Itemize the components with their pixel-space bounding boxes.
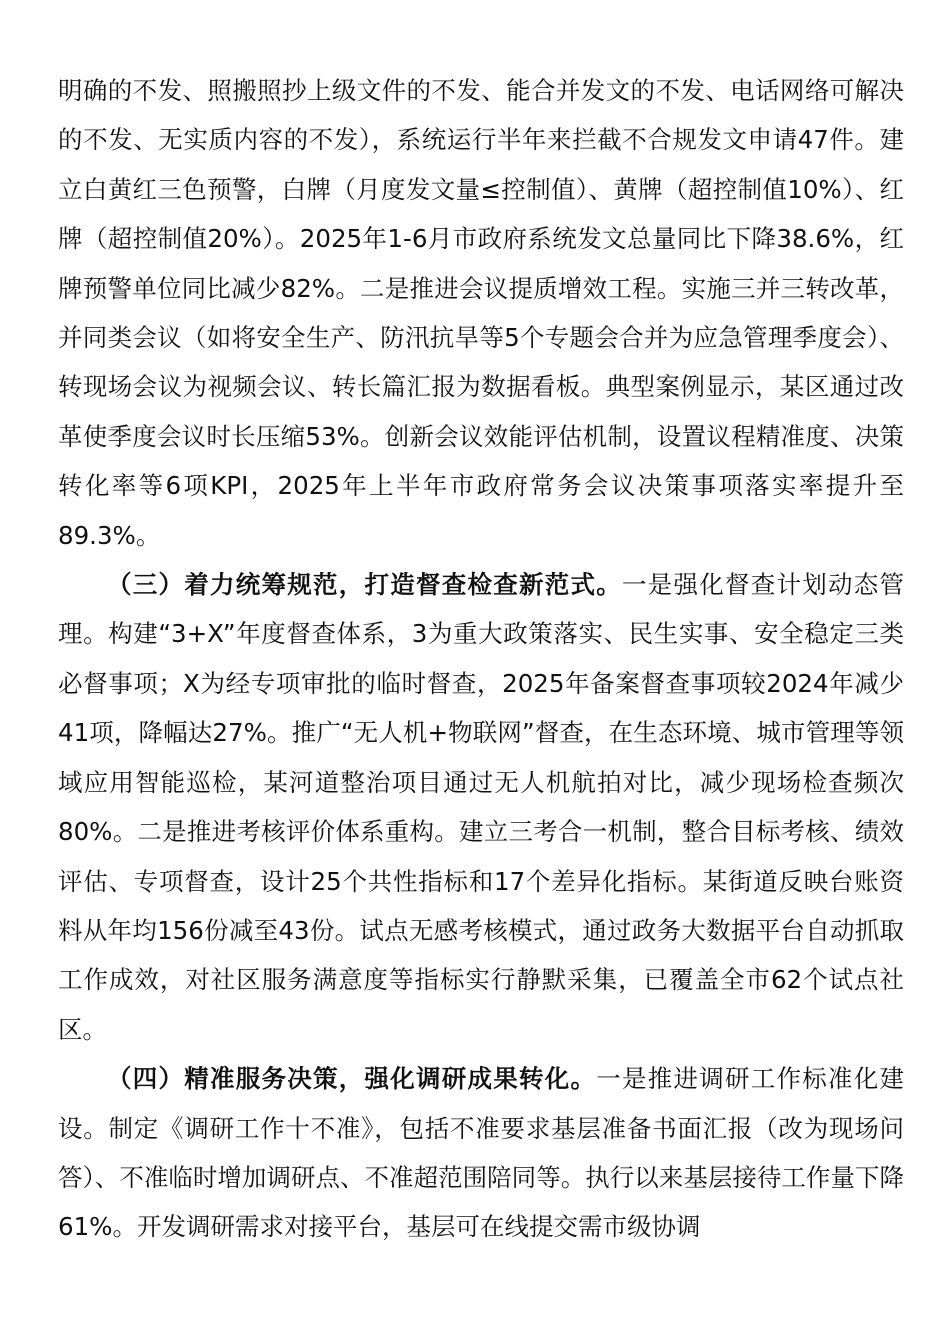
paragraph-3-body: 一是推进调研工作标准化建设。制定《调研工作十不准》，包括不准要求基层准备书面汇报（改为现场问答）、不准临时增加调研点、不准超范围陪同等。执行以来基层接待工作量下降61%。开发调研需求对接平台，基层可在线提交需市级协调 xyxy=(58,1064,904,1242)
document-page xyxy=(58,66,904,1252)
paragraph-2-body: 一是强化督查计划动态管理。构建“3+X”年度督查体系，3为重大政策落实、民生实事、安全稳定三类必督事项；X为经专项审批的临时督查，2025年备案督查事项较2024年减少41项，降幅达27%。推广“无人机+物联网”督查，在生态环境、城市管理等领域应用智能巡检，某河道整治项目通过无人机航拍对比，减少现场检查频次80%。二是推进考核评价体系重构。建立三考合一机制，整合目标考核、绩效评估、专项督查，设计25个共性指标和17个差异化指标。某街道反映台账资料从年均156份减至43份。试点无感考核模式，通过政务大数据平台自动抓取工作成效，对社区服务满意度等指标实行静默采集，已覆盖全市62个试点社区。 xyxy=(58,570,904,1044)
paragraph-1-body: 明确的不发、照搬照抄上级文件的不发、能合并发文的不发、电话网络可解决的不发、无实质内容的不发），系统运行半年来拦截不合规发文申请47件。建立白黄红三色预警，白牌（月度发文量≤控制值）、黄牌（超控制值10%）、红牌（超控制值20%）。2025年1-6月市政府系统发文总量同比下降38.6%，红牌预警单位同比减少82%。二是推进会议提质增效工程。实施三并三转改革，并同类会议（如将安全生产、防汛抗旱等5个专题会合并为应急管理季度会）、转现场会议为视频会议、转长篇汇报为数据看板。典型案例显示，某区通过改革使季度会议时长压缩53%。创新会议效能评估机制，设置议程精准度、决策转化率等6项KPI，2025年上半年市政府常务会议决策事项落实率提升至89.3%。 xyxy=(58,76,904,550)
paragraph-2 xyxy=(58,560,904,1054)
paragraph-1 xyxy=(58,66,904,560)
section-4-heading: （四）精准服务决策，强化调研成果转化。 xyxy=(107,1064,597,1094)
paragraph-3 xyxy=(58,1054,904,1252)
section-3-heading: （三）着力统筹规范，打造督查检查新范式。 xyxy=(107,570,622,600)
